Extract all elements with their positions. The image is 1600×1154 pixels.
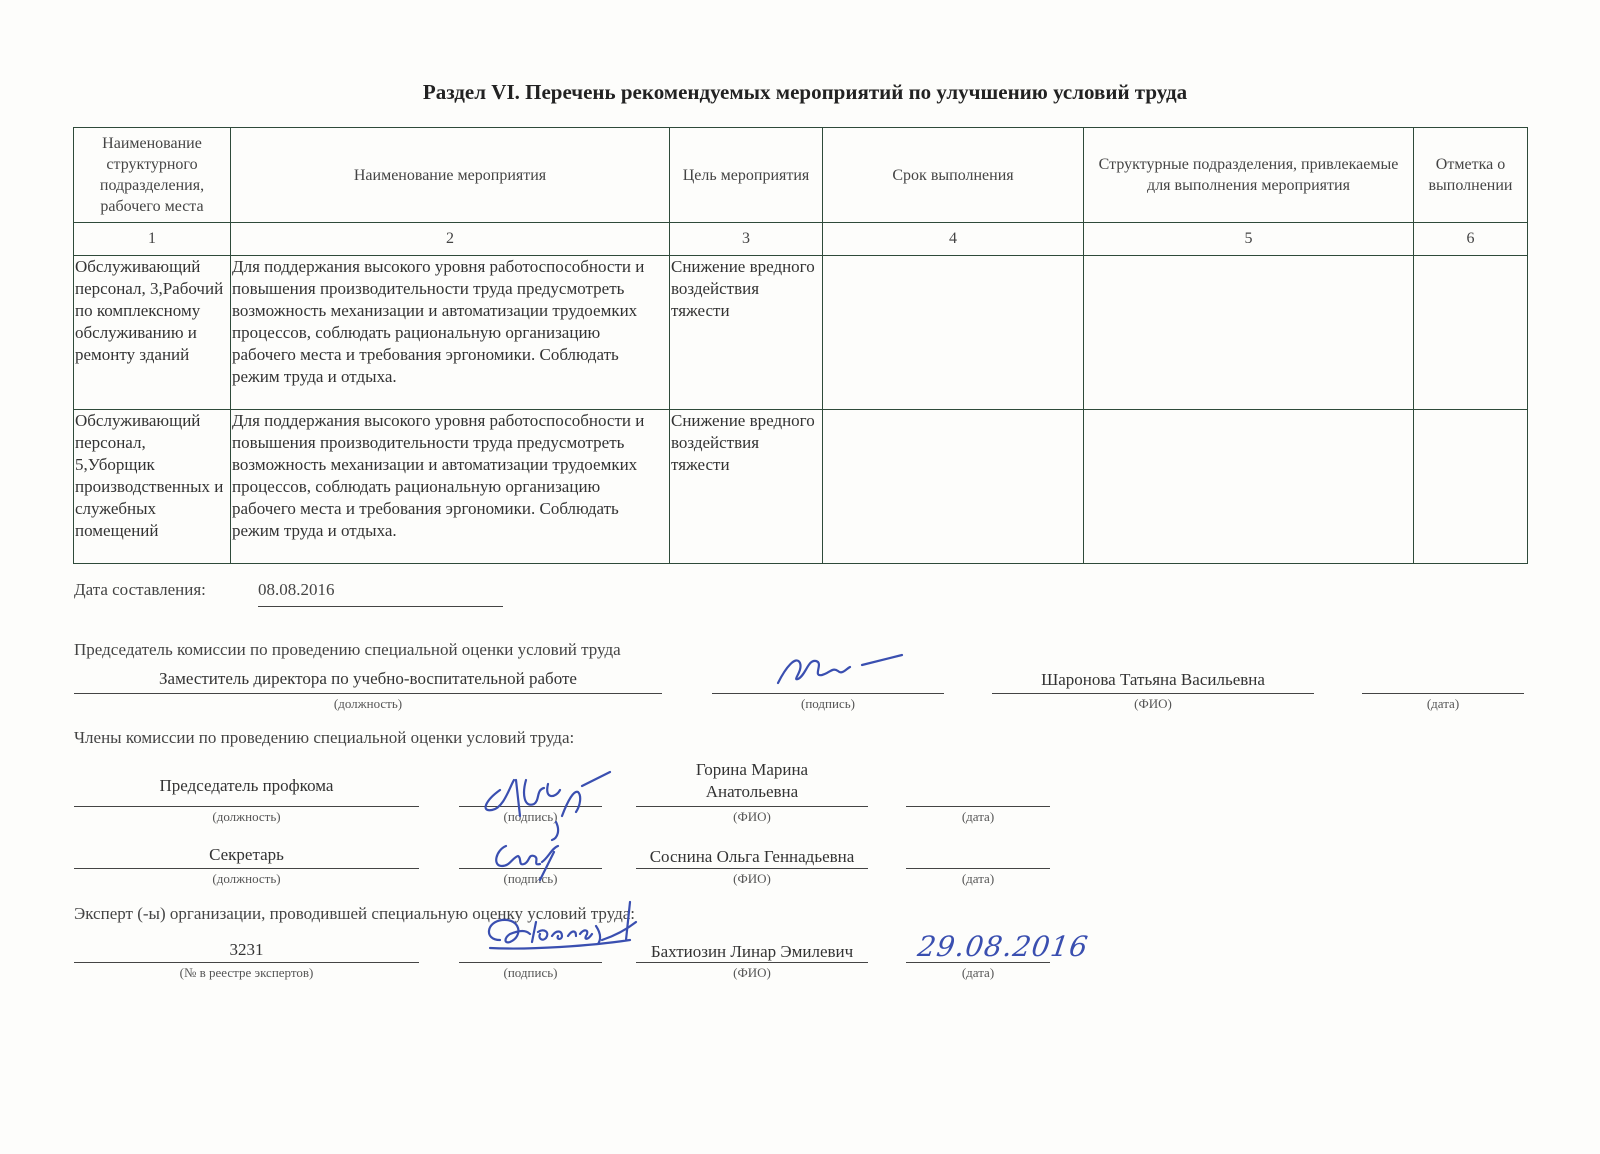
members-heading: Члены комиссии по проведению специальной оценки условий труда: (74, 728, 575, 747)
expert-registry-number: 3231 (229, 940, 264, 959)
expert-signature-caption: (подпись) (503, 965, 558, 980)
expert-name-line (636, 962, 868, 963)
member-position-caption: (должность) (212, 871, 281, 886)
column-number: 3 (670, 223, 823, 256)
member-position-caption: (должность) (212, 809, 281, 824)
expert-date-line (906, 962, 1050, 963)
member-name-line (636, 806, 868, 807)
chairman-position: Заместитель директора по учебно-воспитательной работе (159, 669, 577, 688)
chairman-heading: Председатель комиссии по проведению специальной оценки условий труда (74, 640, 621, 659)
table-number-row (74, 223, 1528, 256)
member-signature-caption: (подпись) (503, 871, 558, 886)
expert-name: Бахтиозин Линар Эмилевич (650, 942, 854, 961)
header-mark: Отметка о выполнении (1414, 128, 1528, 223)
cell-measure: Для поддержания высокого уровня работоспособности и повышения производительности труда предусмотреть возможность механизации и автоматизации трудоемких процессов, соблюдать рациональную организацию рабочего места и требования эргономики. Соблюдать режим труда и отдыха. (231, 256, 670, 410)
member-name-caption: (ФИО) (733, 809, 771, 824)
chairman-name-line (992, 693, 1314, 694)
member-position-line (74, 806, 419, 807)
member-date-line (906, 868, 1050, 869)
column-number: 6 (1414, 223, 1528, 256)
member-signature-caption: (подпись) (503, 809, 558, 824)
table-header-row (74, 128, 1528, 223)
chairman-signature-caption: (подпись) (801, 696, 855, 711)
compilation-date-line (258, 606, 503, 607)
member-name-caption: (ФИО) (733, 871, 771, 886)
expert-registry-caption: (№ в реестре экспертов) (179, 965, 314, 980)
cell-measure: Для поддержания высокого уровня работоспособности и повышения производительности труда предусмотреть возможность механизации и автоматизации трудоемких процессов, соблюдать рациональную организацию рабочего места и требования эргономики. Соблюдать режим труда и отдыха. (231, 410, 670, 564)
expert-signature-icon (480, 900, 655, 968)
member-position-line (74, 868, 419, 869)
column-number: 1 (74, 223, 231, 256)
member-date-caption: (дата) (961, 871, 995, 886)
cell-departments (1084, 410, 1414, 564)
cell-departments (1084, 256, 1414, 410)
member-name: Горина Марина (695, 760, 809, 779)
expert-date-caption: (дата) (961, 965, 995, 980)
member-signature-icon (488, 836, 578, 886)
cell-goal: Снижение вредного воздействия тяжести (670, 256, 823, 410)
column-number: 5 (1084, 223, 1414, 256)
cell-deadline (823, 410, 1084, 564)
chairman-position-caption: (должность) (333, 696, 403, 711)
chairman-date-line (1362, 693, 1524, 694)
member-name: Анатольевна (705, 782, 799, 801)
column-number: 4 (823, 223, 1084, 256)
cell-mark (1414, 256, 1528, 410)
member-date-line (906, 806, 1050, 807)
chairman-date-caption: (дата) (1426, 696, 1460, 711)
cell-workplace: Обслуживающий персонал, 3,Рабочий по комплексному обслуживанию и ремонту зданий (74, 256, 231, 410)
header-departments: Структурные подразделения, привлекаемые для выполнения мероприятия (1084, 128, 1414, 223)
chairman-position-line (74, 693, 662, 694)
member-signature-icon (470, 760, 630, 842)
cell-workplace: Обслуживающий персонал, 5,Уборщик производственных и служебных помещений (74, 410, 231, 564)
column-number: 2 (231, 223, 670, 256)
header-measure: Наименование мероприятия (231, 128, 670, 223)
table-row (74, 256, 1528, 410)
member-position: Председатель профкома (159, 776, 334, 795)
section-title: Раздел VI. Перечень рекомендуемых мероприятий по улучшению условий труда (422, 80, 1188, 104)
member-date-caption: (дата) (961, 809, 995, 824)
chairman-signature-icon (770, 645, 910, 693)
chairman-name-caption: (ФИО) (1134, 696, 1172, 711)
compilation-label: Дата составления: (74, 580, 206, 599)
member-position: Секретарь (209, 845, 284, 864)
cell-deadline (823, 256, 1084, 410)
chairman-name: Шаронова Татьяна Васильевна (1041, 670, 1265, 689)
chairman-signature-line (712, 693, 944, 694)
member-name: Соснина Ольга Геннадьевна (649, 847, 855, 866)
header-deadline: Срок выполнения (823, 128, 1084, 223)
cell-goal: Снижение вредного воздействия тяжести (670, 410, 823, 564)
member-name-line (636, 868, 868, 869)
table-row (74, 410, 1528, 564)
cell-mark (1414, 410, 1528, 564)
expert-date: 29.08.2016 (915, 930, 1091, 963)
header-goal: Цель мероприятия (670, 128, 823, 223)
expert-registry-line (74, 962, 419, 963)
compilation-date: 08.08.2016 (258, 580, 335, 599)
measures-table (73, 127, 1528, 564)
header-workplace: Наименование структурного подразделения, рабочего места (74, 128, 231, 223)
expert-heading: Эксперт (-ы) организации, проводившей специальную оценку условий труда: (74, 904, 636, 923)
expert-name-caption: (ФИО) (733, 965, 771, 980)
